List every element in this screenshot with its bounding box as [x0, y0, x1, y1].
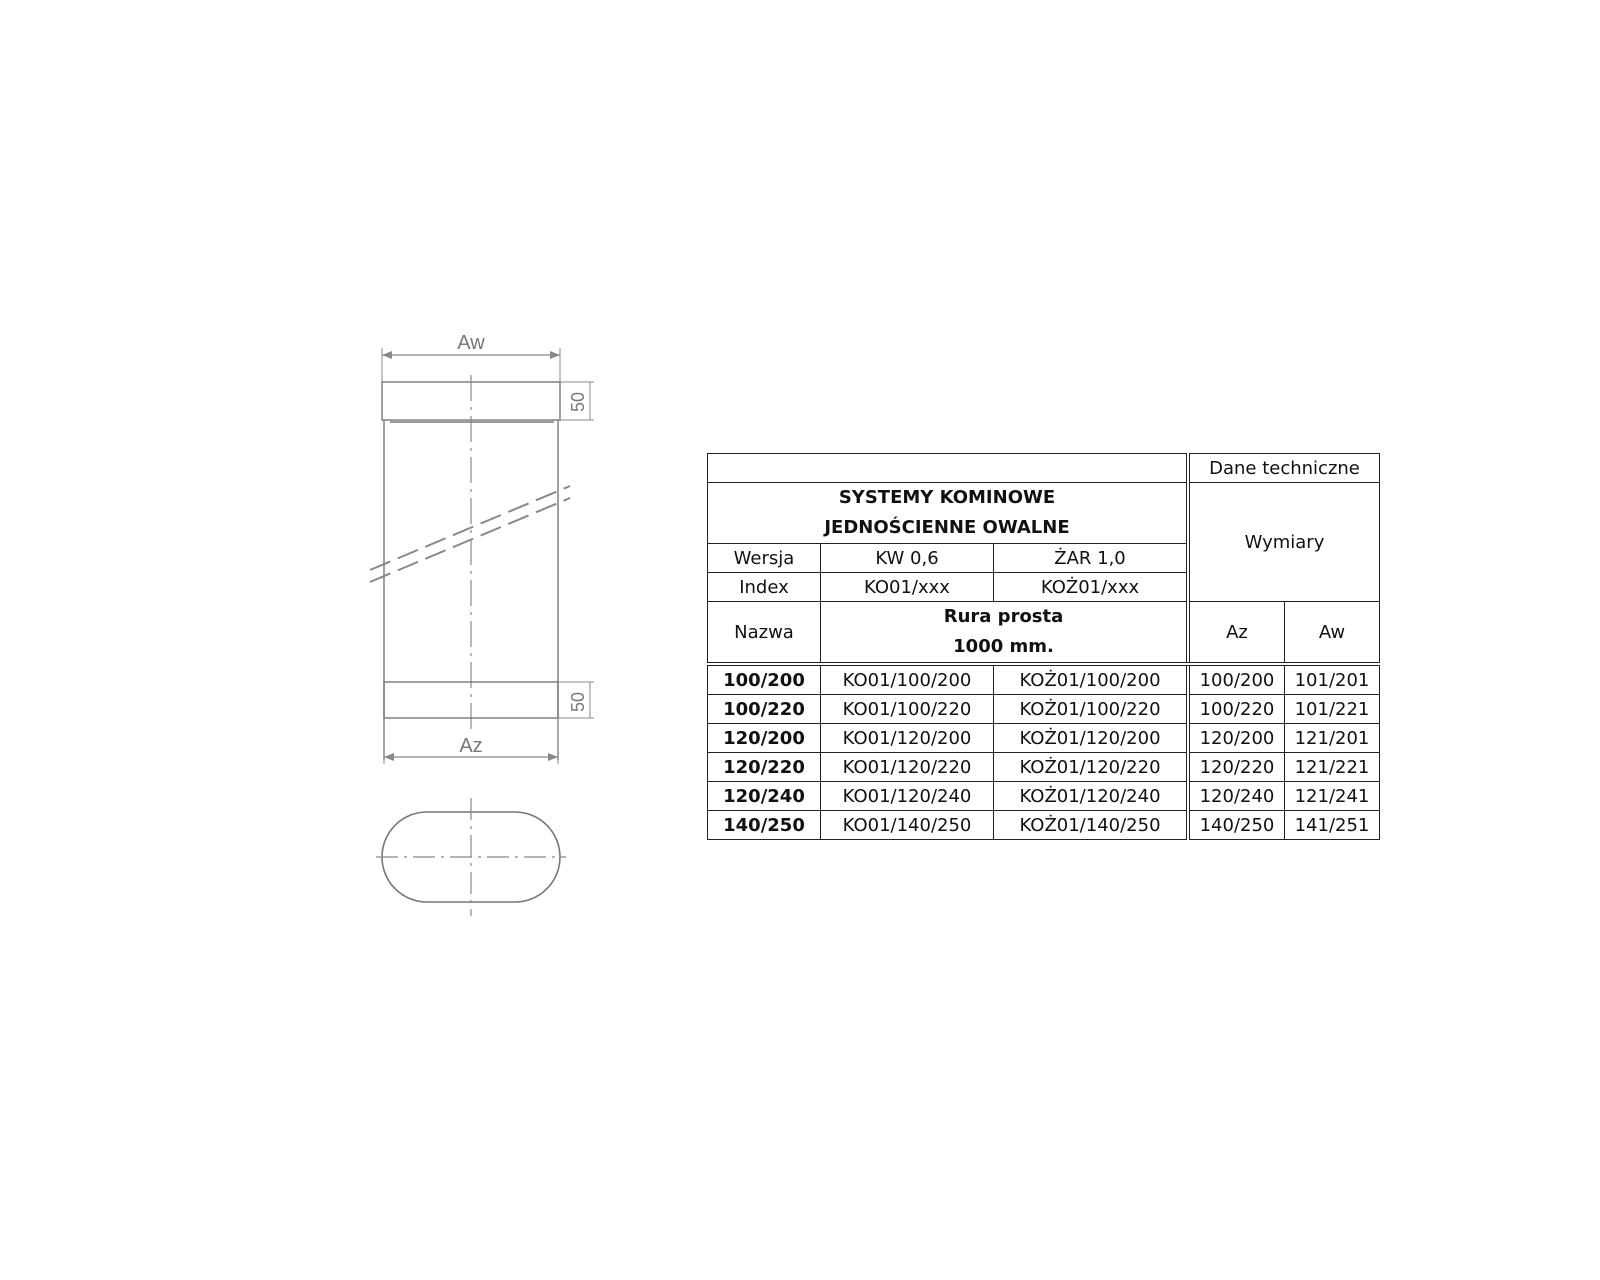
row-name: 120/200 [708, 724, 821, 753]
table-row [708, 753, 1380, 782]
row-kw-index: KO01/100/220 [821, 695, 994, 724]
aw-dimension-label: Aw [457, 332, 485, 354]
dim50-top-label: 50 [568, 391, 588, 412]
aw-arrow-right [550, 351, 560, 359]
row-az: 120/200 [1188, 724, 1285, 753]
system-title [708, 483, 1189, 544]
row-kw-index: KO01/120/200 [821, 724, 994, 753]
product-name-line2: 1000 mm. [953, 636, 1054, 657]
row-aw: 101/221 [1285, 695, 1380, 724]
row-az: 140/250 [1188, 811, 1285, 840]
system-title-line1: SYSTEMY KOMINOWE [838, 487, 1056, 508]
blank-header-cell [708, 454, 1189, 483]
break-line-upper [370, 486, 570, 570]
pipe-technical-drawing [360, 320, 620, 940]
system-title-line2: JEDNOŚCIENNE OWALNE [824, 517, 1070, 538]
row-aw: 121/241 [1285, 782, 1380, 811]
row-aw: 121/201 [1285, 724, 1380, 753]
row-az: 100/220 [1188, 695, 1285, 724]
row-aw: 121/221 [1285, 753, 1380, 782]
product-name-line1: Rura prosta [943, 606, 1064, 627]
row-kw-index: KO01/100/200 [821, 664, 994, 695]
col-az-header: Az [1188, 602, 1285, 665]
row-az: 120/220 [1188, 753, 1285, 782]
row-zar-index: KOŻ01/140/250 [994, 811, 1189, 840]
az-dimension-label: Az [459, 735, 483, 757]
version-zar: ŻAR 1,0 [994, 544, 1189, 573]
row-name: 120/240 [708, 782, 821, 811]
index-kw: KO01/xxx [821, 573, 994, 602]
row-zar-index: KOŻ01/120/240 [994, 782, 1189, 811]
spec-table-container [707, 453, 1380, 840]
version-label: Wersja [708, 544, 821, 573]
pipe-drawing-svg [360, 320, 620, 940]
break-line-lower [370, 498, 570, 582]
row-zar-index: KOŻ01/120/220 [994, 753, 1189, 782]
row-aw: 101/201 [1285, 664, 1380, 695]
version-kw: KW 0,6 [821, 544, 994, 573]
az-arrow-left [384, 753, 394, 761]
name-label: Nazwa [708, 602, 821, 665]
row-zar-index: KOŻ01/100/200 [994, 664, 1189, 695]
row-name: 120/220 [708, 753, 821, 782]
row-kw-index: KO01/120/220 [821, 753, 994, 782]
spec-table [707, 453, 1380, 840]
az-arrow-right [548, 753, 558, 761]
technical-data-header: Dane techniczne [1188, 454, 1380, 483]
index-label: Index [708, 573, 821, 602]
row-az: 120/240 [1188, 782, 1285, 811]
row-name: 100/200 [708, 664, 821, 695]
row-kw-index: KO01/120/240 [821, 782, 994, 811]
table-row [708, 811, 1380, 840]
col-aw-header: Aw [1285, 602, 1380, 665]
row-kw-index: KO01/140/250 [821, 811, 994, 840]
row-zar-index: KOŻ01/100/220 [994, 695, 1189, 724]
row-zar-index: KOŻ01/120/200 [994, 724, 1189, 753]
aw-arrow-left [382, 351, 392, 359]
product-name [821, 602, 1189, 665]
row-name: 140/250 [708, 811, 821, 840]
table-row [708, 664, 1380, 695]
row-aw: 141/251 [1285, 811, 1380, 840]
table-row [708, 695, 1380, 724]
row-az: 100/200 [1188, 664, 1285, 695]
dimensions-header: Wymiary [1188, 483, 1380, 602]
table-row [708, 724, 1380, 753]
index-zar: KOŻ01/xxx [994, 573, 1189, 602]
dim50-bottom-label: 50 [568, 691, 588, 712]
row-name: 100/220 [708, 695, 821, 724]
table-row [708, 782, 1380, 811]
